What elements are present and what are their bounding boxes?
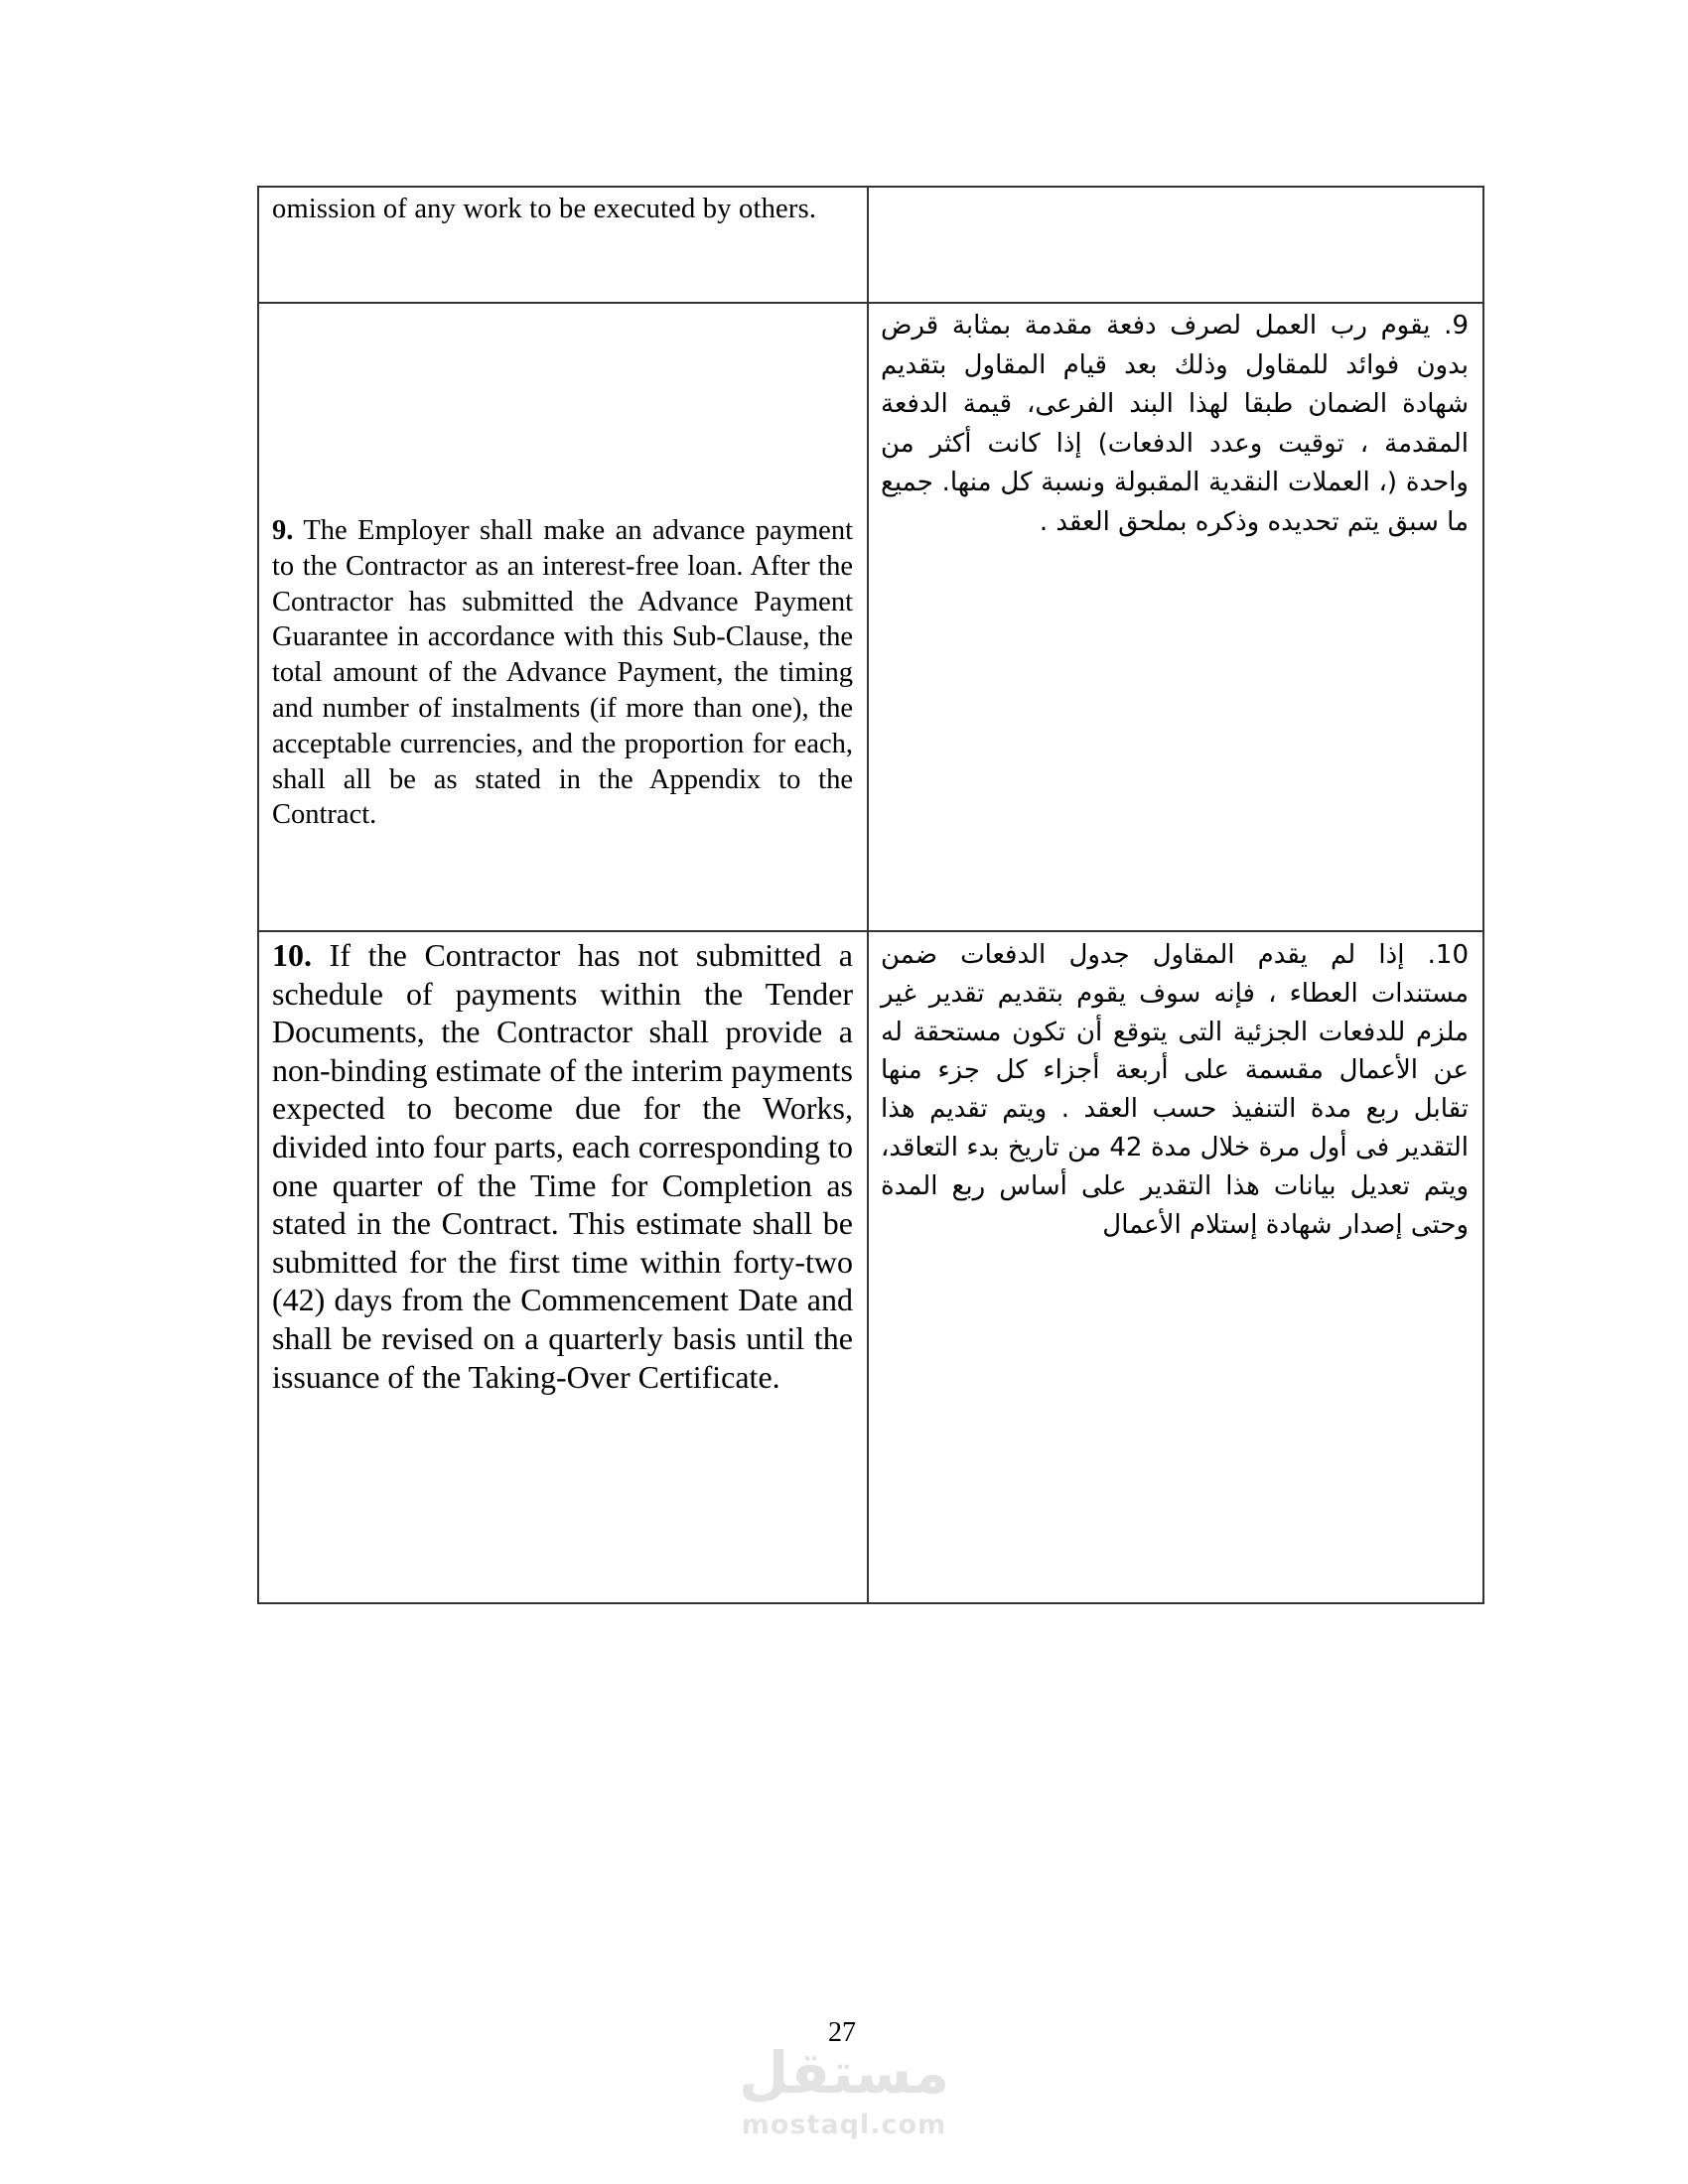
- bilingual-contract-table: [257, 186, 1484, 1604]
- english-cell: [258, 931, 868, 1603]
- english-clause-text: The Employer shall make an advance payment to the Contractor as an interest-free loan. After the Contractor has submitted the Advance Payment Guarantee in accordance with this Sub-Clause, the total amount of the Advance Payment, the timing and number of instalments (if more than one), the acceptable currencies, and the proportion for each, shall all be as stated in the Appendix to the Contract.: [272, 515, 853, 831]
- table-row: [258, 187, 1483, 303]
- arabic-clause-10: 10. إذا لم يقدم المقاول جدول الدفعات ضمن مستندات العطاء ، فإنه سوف يقوم بتقديم تقدير غير ملزم للدفعات الجزئية التى يتوقع أن تكون مستحقة له عن الأعمال مقسمة على أربعة أجزاء كل جزء منها تقابل ربع مدة التنفيذ حسب العقد . ويتم تقديم هذا التقدير فى أول مرة خلال مدة 42 من تاريخ بدء التعاقد، ويتم تعديل بيانات هذا التقدير على أساس ربع المدة وحتى إصدار شهادة إستلام الأعمال: [881, 940, 1469, 1240]
- page-number: 27: [828, 2017, 856, 2048]
- english-clause-continuation: [272, 192, 853, 227]
- clause-number: 9.: [272, 515, 294, 546]
- arabic-cell: [868, 303, 1483, 931]
- english-cell: [258, 187, 868, 303]
- english-clause-text: If the Contractor has not submitted a schedule of payments within the Tender Documents, the Contractor shall provide a non-binding estimate of the interim payments expected to become due for the Works, divided into four parts, each corresponding to one quarter of the Time for Completion as stated in the Contract. This estimate shall be submitted for the first time within forty-two (42) days from the Commencement Date and shall be revised on a quarterly basis until the issuance of the Taking-Over Certificate.: [272, 937, 853, 1395]
- arabic-clause-9: 9. يقوم رب العمل لصرف دفعة مقدمة بمثابة قرض بدون فوائد للمقاول وذلك بعد قيام المقاول بتقديم شهادة الضمان طبقا لهذا البند الفرعى، قيمة الدفعة المقدمة ، توقيت وعدد الدفعات) إذا كانت أكثر من واحدة (، العملات النقدية المقبولة ونسبة كل منها. جميع ما سبق يتم تحديده وذكره بملحق العقد .: [881, 311, 1469, 537]
- english-cell: [258, 303, 868, 931]
- table-row: [258, 303, 1483, 931]
- clause-number: 10.: [272, 937, 312, 973]
- watermark-arabic-text: مستقل: [738, 2039, 950, 2107]
- english-clause-text: omission of any work to be executed by others.: [272, 194, 817, 224]
- arabic-cell: [868, 931, 1483, 1603]
- english-clause-9: [272, 513, 853, 833]
- watermark-logo: [735, 2039, 953, 2140]
- english-clause-10: [272, 936, 853, 1396]
- table-row: [258, 931, 1483, 1603]
- arabic-cell: [868, 187, 1483, 303]
- watermark-domain-text: mostaql.com: [741, 2110, 947, 2140]
